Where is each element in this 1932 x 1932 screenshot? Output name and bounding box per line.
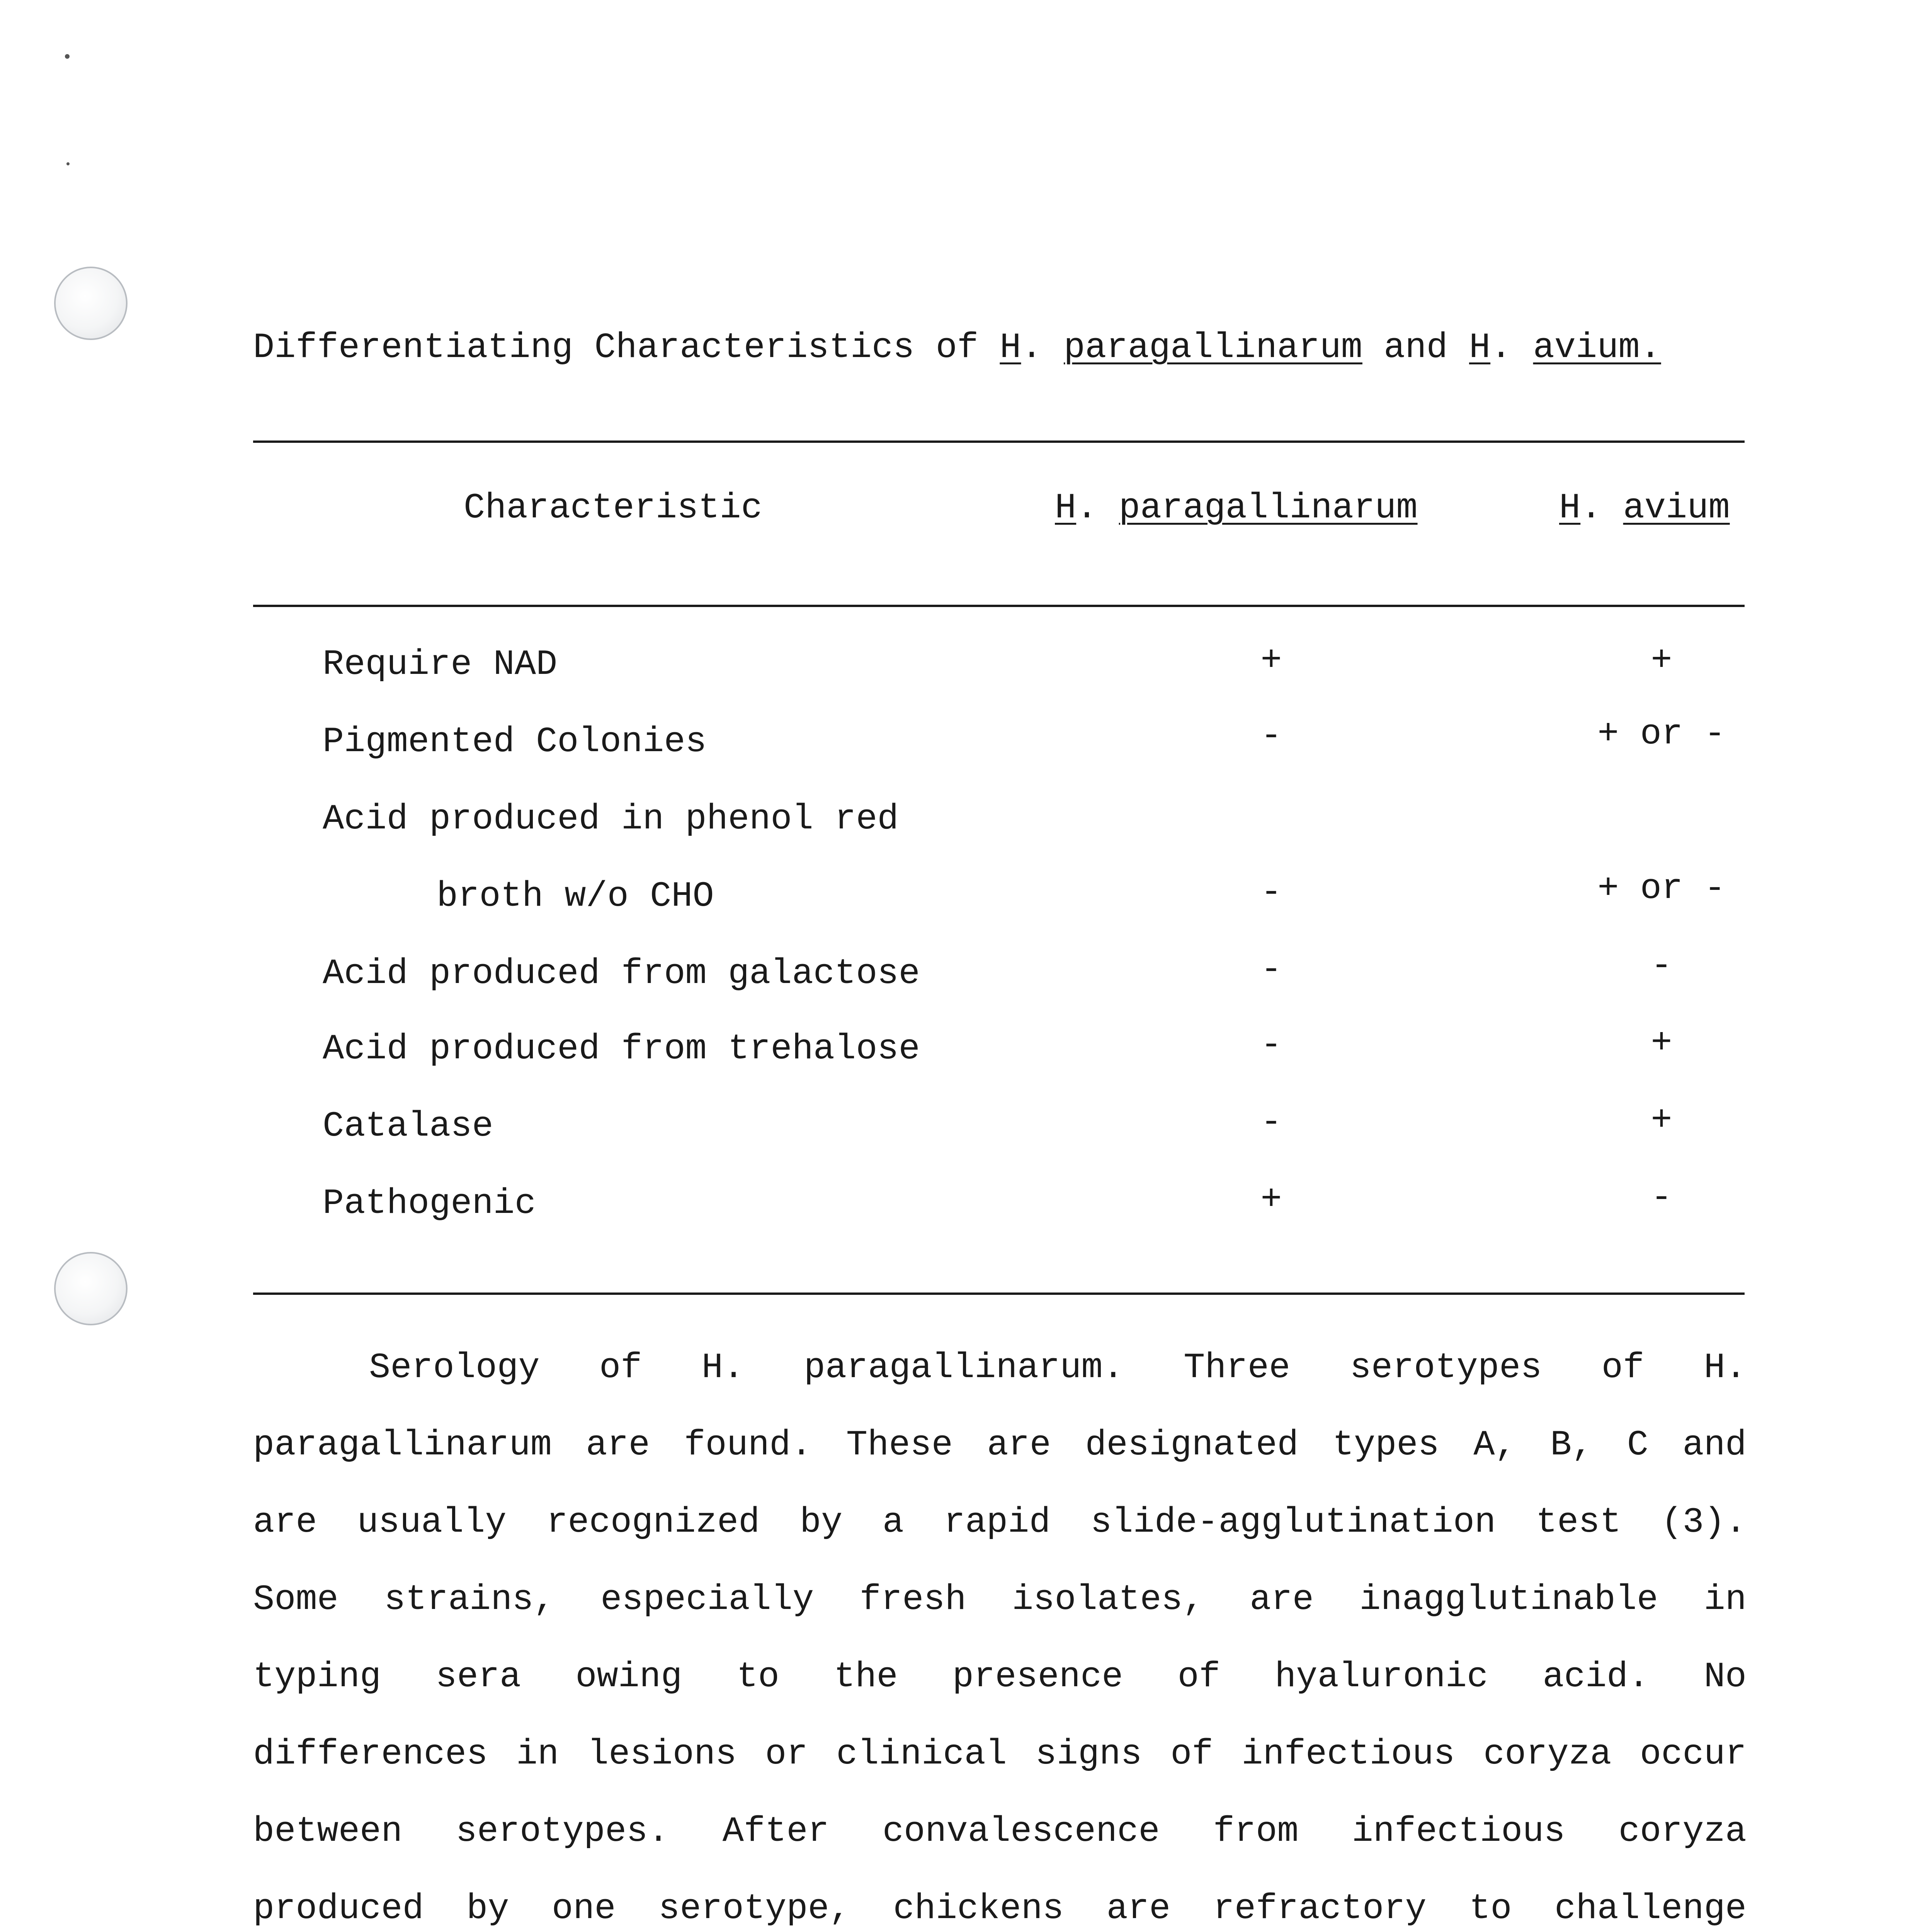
table-row-label: Catalase: [323, 1106, 493, 1146]
table-cell-paragallinarum: +: [1260, 1179, 1282, 1220]
table-cell-avium: +: [1651, 1100, 1672, 1141]
binder-hole-top: [54, 267, 128, 340]
table-row-label: Require NAD: [323, 644, 558, 685]
binder-hole-middle: [54, 1252, 128, 1325]
paragraph-line: paragallinarum are found. These are designated types A, B, C and: [253, 1425, 1747, 1465]
table-bottom-rule: [253, 1293, 1745, 1295]
table-row-label: Acid produced from galactose: [323, 953, 920, 994]
paragraph-line: Some strains, especially fresh isolates, are inagglutinable in: [253, 1579, 1747, 1620]
table-row-label: broth w/o CHO: [437, 876, 714, 917]
header-h-avium: H. avium: [1559, 488, 1730, 528]
header-characteristic: Characteristic: [464, 488, 762, 528]
table-row-label: Pigmented Colonies: [323, 721, 707, 762]
table-row-label: Acid produced from trehalose: [323, 1029, 920, 1069]
table-header-rule: [253, 605, 1745, 607]
table-cell-avium: -: [1651, 1177, 1672, 1218]
table-cell-paragallinarum: +: [1260, 640, 1282, 681]
page-title: Differentiating Characteristics of H. paragallinarum and H. avium.: [253, 327, 1661, 368]
scan-speck: [66, 162, 70, 165]
paragraph-line: produced by one serotype, chickens are refractory to challenge: [253, 1888, 1747, 1929]
table-cell-paragallinarum: -: [1260, 1025, 1282, 1065]
table-cell-avium: -: [1651, 946, 1672, 986]
table-cell-paragallinarum: -: [1260, 872, 1282, 913]
table-top-rule: [253, 440, 1745, 443]
table-cell-avium: +: [1651, 1023, 1672, 1063]
table-row-label: Acid produced in phenol red: [323, 799, 899, 839]
table-cell-paragallinarum: -: [1260, 1102, 1282, 1143]
table-cell-paragallinarum: -: [1260, 716, 1282, 756]
table-row-label: Pathogenic: [323, 1183, 536, 1224]
paragraph-line: differences in lesions or clinical signs of infectious coryza occur: [253, 1734, 1747, 1774]
paragraph-line: Serology of H. paragallinarum. Three serotypes of H.: [369, 1347, 1747, 1388]
table-cell-avium: +: [1651, 640, 1672, 681]
scan-speck: [65, 54, 70, 59]
header-h-paragallinarum: H. paragallinarum: [1055, 488, 1418, 528]
serology-paragraph: [253, 1329, 1747, 1932]
paragraph-line: are usually recognized by a rapid slide-agglutination test (3).: [253, 1502, 1747, 1543]
paragraph-line: between serotypes. After convalescence from infectious coryza: [253, 1811, 1747, 1852]
table-cell-paragallinarum: -: [1260, 949, 1282, 990]
table-cell-avium: + or -: [1597, 714, 1726, 754]
paragraph-line: typing sera owing to the presence of hyaluronic acid. No: [253, 1656, 1747, 1697]
table-cell-avium: + or -: [1597, 868, 1726, 909]
